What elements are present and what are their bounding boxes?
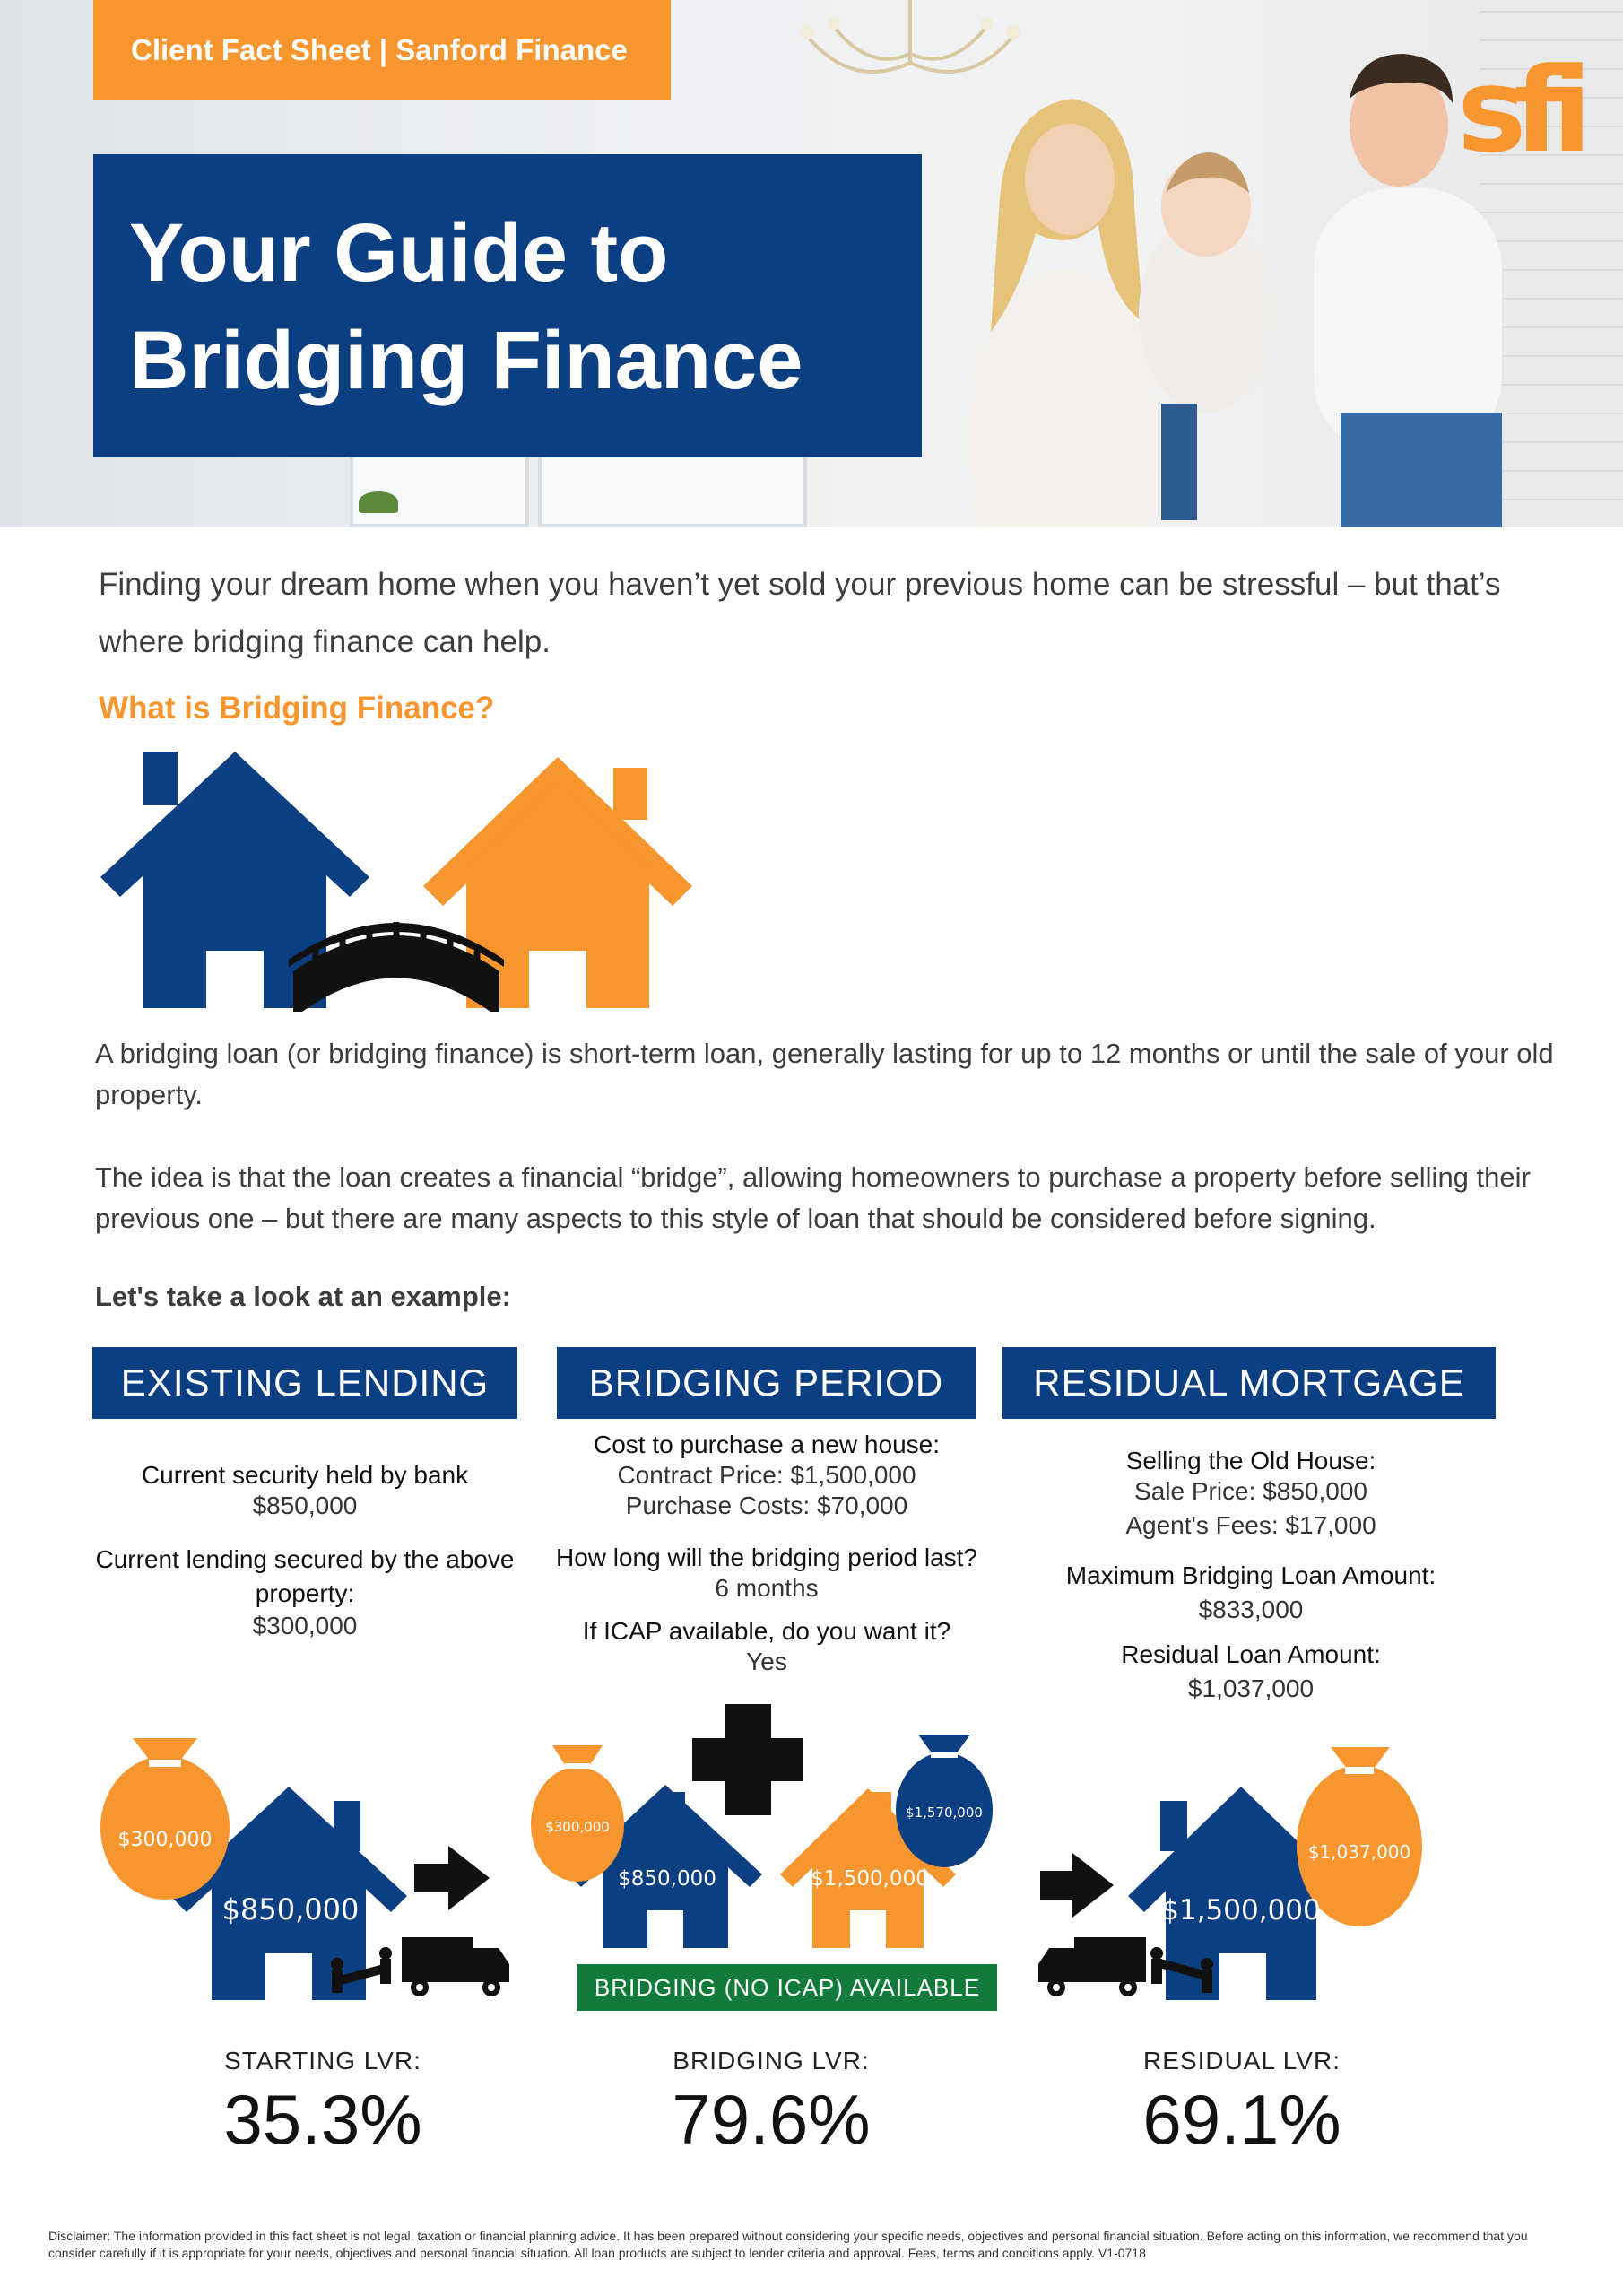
residual-lvr-label: RESIDUAL LVR: (1143, 2047, 1341, 2074)
definition-paragraph: A bridging loan (or bridging finance) is short-term loan, generally lasting for up to 12 months or until the sale of your old property. (95, 1038, 1554, 1110)
house-value-label: $850,000 (221, 1892, 360, 1926)
lending-value: $300,000 (252, 1612, 358, 1639)
money-bag-icon (531, 1745, 624, 1882)
contract-price: Contract Price: $1,500,000 (617, 1461, 916, 1489)
arrow-right-icon (414, 1846, 490, 1910)
bag-value-label: $1,037,000 (1307, 1841, 1411, 1863)
agent-fees: Agent's Fees: $17,000 (1125, 1511, 1376, 1539)
selling-heading: Selling the Old House: (1125, 1447, 1376, 1474)
section-heading: What is Bridging Finance? (99, 691, 495, 726)
security-value: $850,000 (252, 1492, 358, 1519)
bridging-lvr-value: 79.6% (672, 2080, 871, 2159)
disclaimer-text: Disclaimer: The information provided in this fact sheet is not legal, taxation or financial planning advice. It has been prepared without considering your specific needs, objectives and personal financial situation. Before acting on this information, we recommend that you consider carefully if it is appropriate for your needs, objectives and personal financial situation. All loan products are subject to lender criteria and approval. Fees, terms and conditions apply. V1-0718 (48, 2229, 1528, 2260)
bridging-houses-illustration (100, 752, 692, 1012)
residual-lvr-value: 69.1% (1142, 2080, 1341, 2159)
fact-sheet-tag: Client Fact Sheet | Sanford Finance (93, 0, 671, 100)
bridging-availability-badge: BRIDGING (NO ICAP) AVAILABLE (577, 1964, 997, 2011)
residual-loan-question: Residual Loan Amount: (1121, 1640, 1381, 1668)
page-title-line-1: Your Guide to (129, 207, 669, 299)
logo-text: sfi (1457, 42, 1580, 166)
house-value-label: $1,500,000 (1161, 1894, 1321, 1926)
residual-mortgage-illustration (1031, 1729, 1435, 2007)
max-bridging-value: $833,000 (1198, 1596, 1304, 1623)
residual-mortgage-details (995, 1446, 1506, 1704)
page-title-line-2: Bridging Finance (129, 315, 803, 406)
house-left-label: $850,000 (618, 1867, 716, 1891)
arrow-right-icon (1040, 1853, 1114, 1918)
money-bag-icon (100, 1738, 230, 1900)
existing-lending-header: EXISTING LENDING (92, 1347, 517, 1419)
background-window (350, 453, 529, 527)
bag-right-label: $1,570,000 (906, 1805, 983, 1821)
explanation-paragraph: The idea is that the loan creates a financial “bridge”, allowing homeowners to purchase a property before selling their previous one – but there are many aspects to this style of loan that should be considered before signing. (95, 1161, 1531, 1234)
residual-loan-value: $1,037,000 (1187, 1674, 1315, 1702)
bridging-period-header: BRIDGING PERIOD (557, 1347, 976, 1419)
house-right-label: $1,500,000 (811, 1867, 929, 1891)
purchase-costs: Purchase Costs: $70,000 (625, 1492, 908, 1519)
bridging-period-details (511, 1430, 1022, 1677)
plant-decoration (359, 491, 398, 513)
money-bag-icon (896, 1735, 993, 1867)
max-bridging-question: Maximum Bridging Loan Amount: (1065, 1561, 1436, 1589)
background-window (538, 453, 807, 527)
existing-lending-details (90, 1460, 520, 1641)
family-photo (964, 27, 1520, 527)
page-title-box (93, 154, 922, 457)
hero-banner (0, 0, 1623, 527)
example-heading: Let's take a look at an example: (95, 1281, 511, 1312)
sanford-finance-logo (1457, 36, 1593, 166)
period-question: How long will the bridging period last? (555, 1544, 978, 1571)
purchase-cost-question: Cost to purchase a new house: (593, 1431, 940, 1458)
starting-lvr-value: 35.3% (223, 2080, 422, 2159)
bag-value-label: $300,000 (117, 1829, 213, 1851)
icap-value: Yes (746, 1648, 787, 1675)
lending-question: Current lending secured by the above property: (95, 1545, 515, 1607)
icap-question: If ICAP available, do you want it? (582, 1617, 951, 1645)
bridging-period-illustration (529, 1695, 1004, 1964)
intro-paragraph: Finding your dream home when you haven’t yet sold your previous home can be stressful – but that’s where bridging finance can help. (99, 567, 1501, 659)
sale-price: Sale Price: $850,000 (1134, 1477, 1367, 1505)
period-value: 6 months (715, 1574, 819, 1602)
bag-left-label: $300,000 (545, 1819, 610, 1835)
bridging-lvr-label: BRIDGING LVR: (673, 2047, 870, 2074)
residual-mortgage-header: RESIDUAL MORTGAGE (1002, 1347, 1496, 1419)
plus-icon (692, 1704, 803, 1815)
security-question: Current security held by bank (141, 1461, 469, 1489)
starting-lvr-label: STARTING LVR: (224, 2047, 421, 2074)
existing-lending-illustration (90, 1729, 520, 2007)
